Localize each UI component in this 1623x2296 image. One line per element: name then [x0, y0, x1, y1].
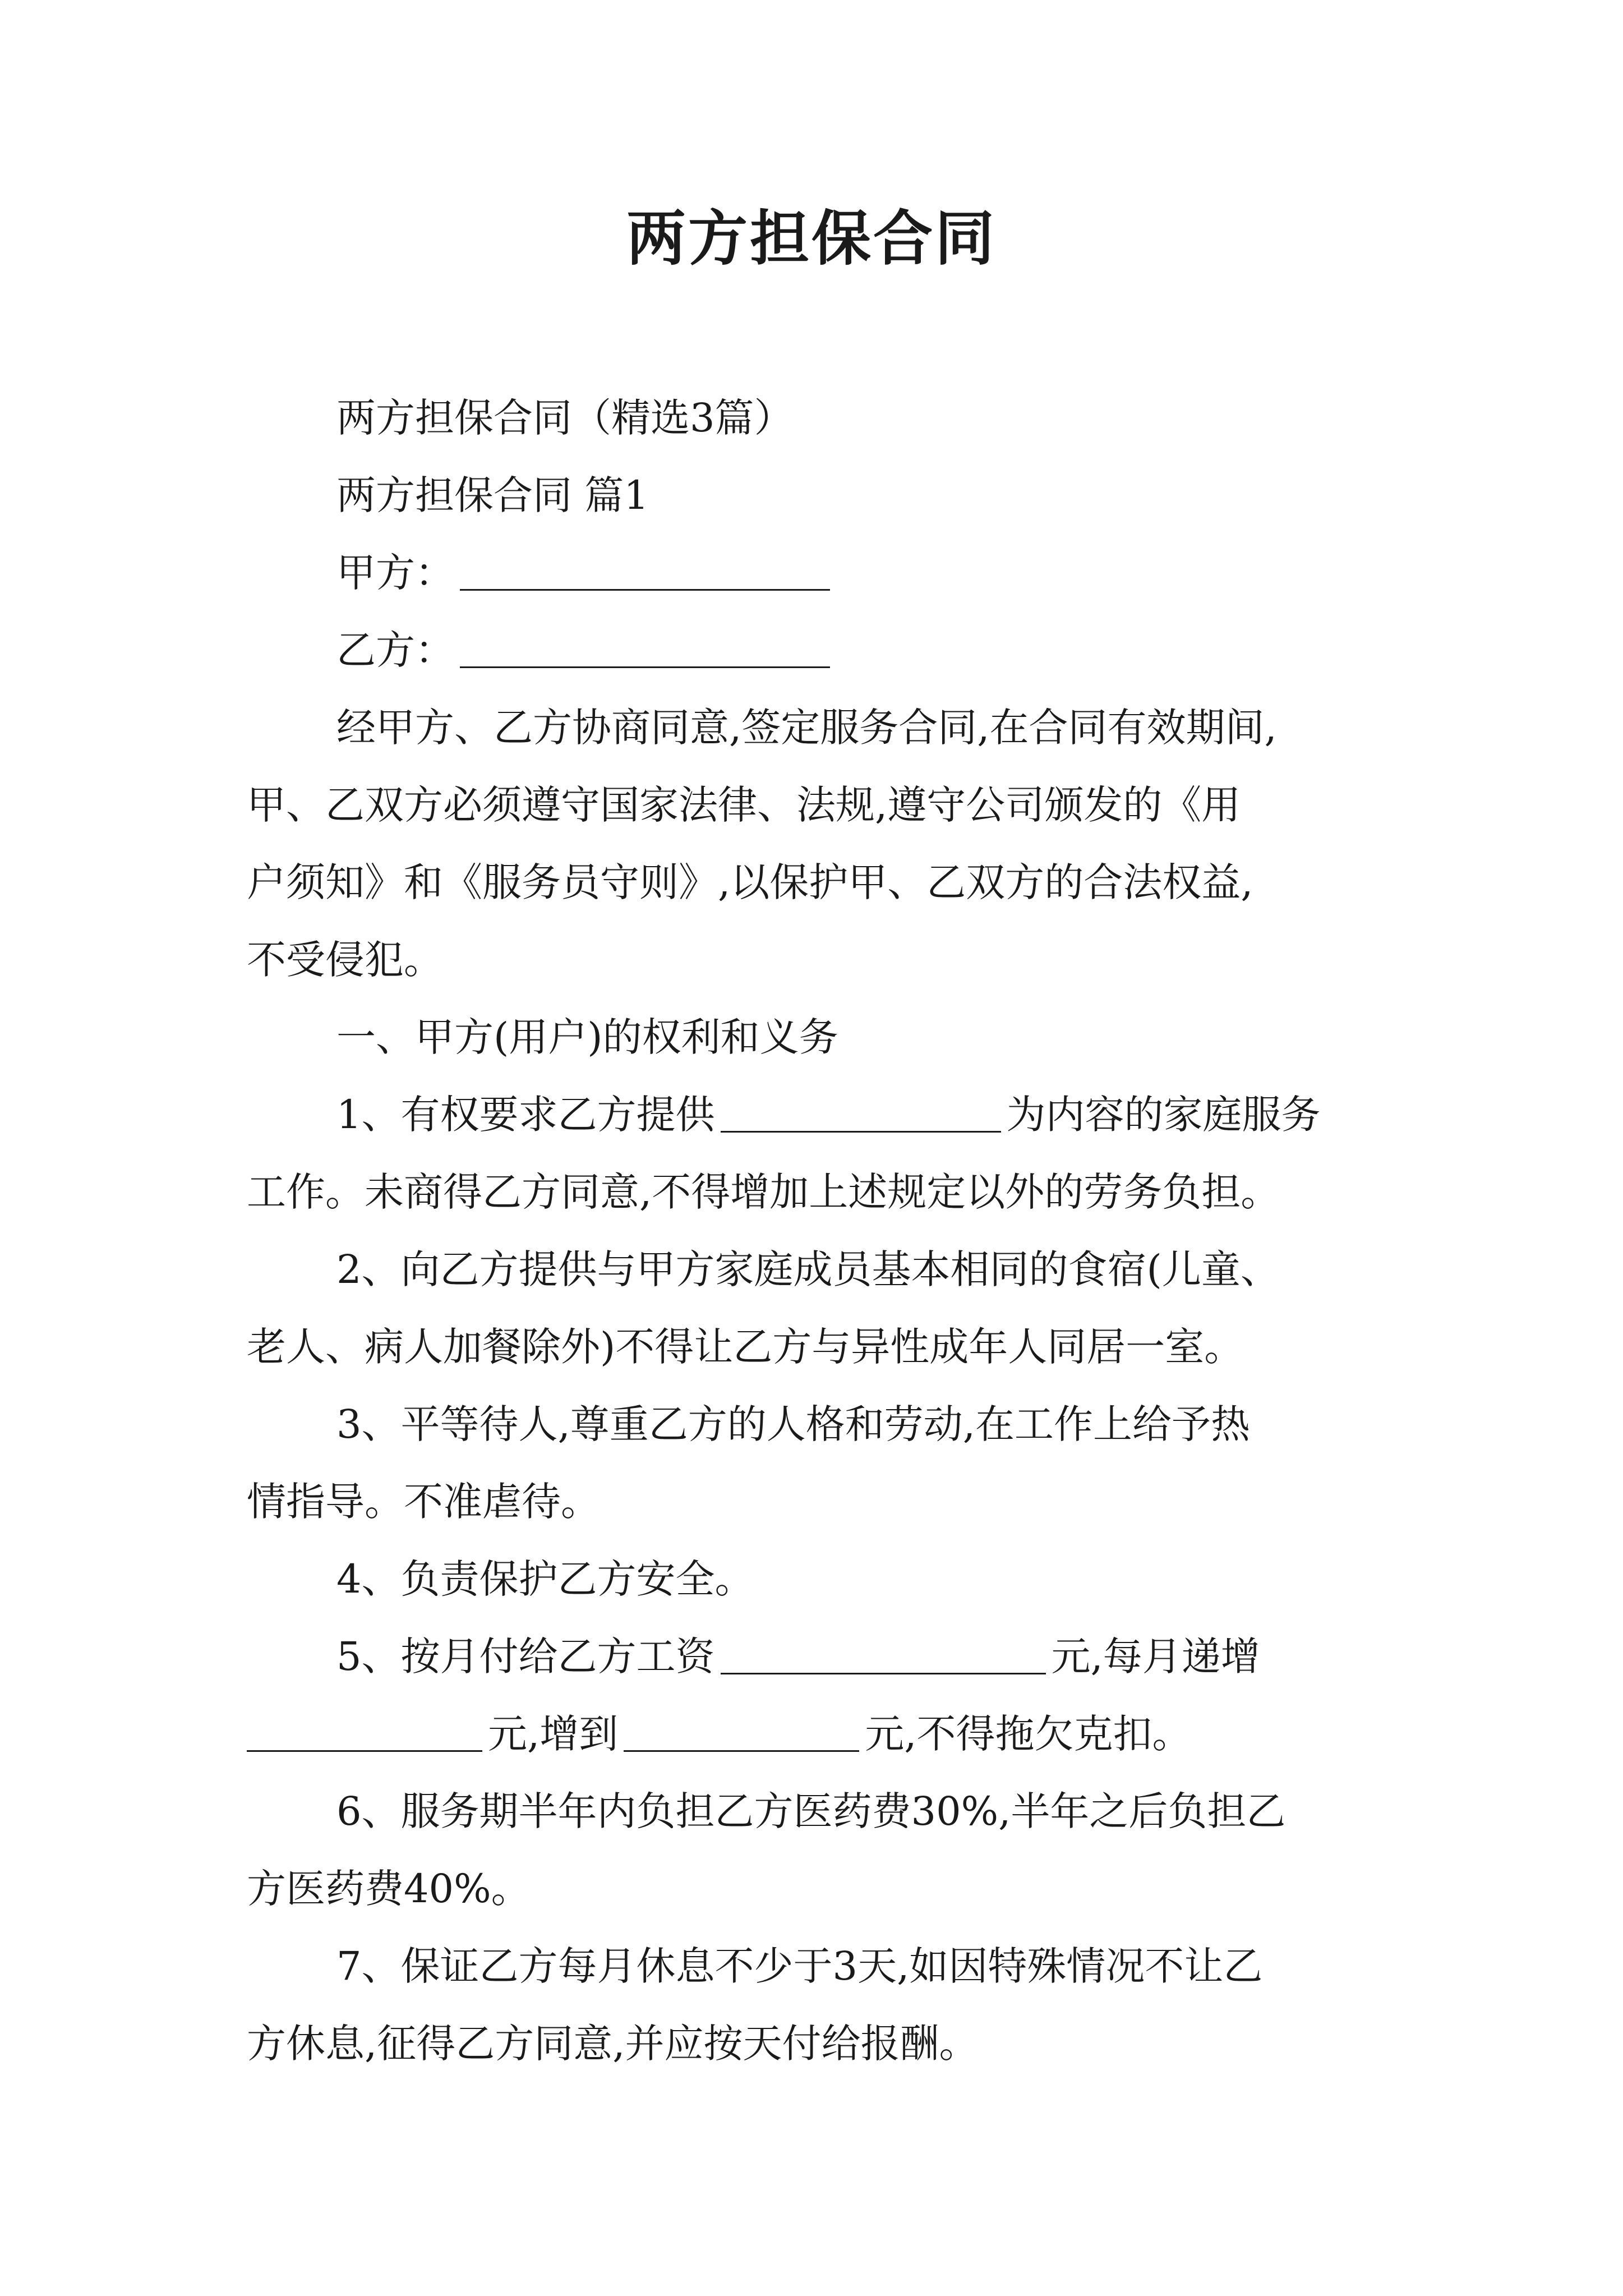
intro-line-3: 户须知》和《服务员守则》,以保护甲、乙双方的合法权益,: [247, 859, 1253, 905]
section-title: 两方担保合同 篇1: [336, 472, 649, 518]
item-7-line-2: 方休息,征得乙方同意,并应按天付给报酬。: [247, 2021, 979, 2067]
item-4: 4、负责保护乙方安全。: [336, 1556, 754, 1602]
item-1-line-2: 工作。未商得乙方同意,不得增加上述规定以外的劳务负担。: [247, 1169, 1280, 1215]
intro-line-1: 经甲方、乙方协商同意,签定服务合同,在合同有效期间,: [336, 705, 1277, 751]
item-1-line-1: [336, 1084, 1321, 1145]
max-salary-blank: [624, 1717, 859, 1752]
party-a-label: 甲方：: [336, 550, 454, 596]
item-6-line-1: 6、服务期半年内负担乙方医药费30%,半年之后负担乙: [336, 1788, 1286, 1834]
item-3-line-1: 3、平等待人,尊重乙方的人格和劳动,在工作上给予热: [336, 1401, 1251, 1447]
item-5-text-after: 元,每月递增: [1051, 1634, 1260, 1680]
party-b-label: 乙方：: [336, 627, 454, 673]
item-3-line-2: 情指导。不准虐待。: [247, 1479, 600, 1525]
service-content-blank: [721, 1097, 1001, 1133]
intro-line-2: 甲、乙双方必须遵守国家法律、法规,遵守公司颁发的《用: [247, 782, 1241, 828]
item-2-line-2: 老人、病人加餐除外)不得让乙方与异性成年人同居一室。: [247, 1324, 1244, 1370]
subtitle: 两方担保合同（精选3篇）: [336, 395, 794, 441]
party-a-line: [336, 542, 836, 604]
heading-1: 一、甲方(用户)的权利和义务: [336, 1014, 838, 1060]
intro-line-4: 不受侵犯。: [247, 937, 443, 983]
item-5-text-before: 5、按月付给乙方工资: [336, 1634, 715, 1680]
party-a-blank: [460, 555, 830, 591]
item-5-text-end: 元,不得拖欠克扣。: [865, 1711, 1192, 1757]
item-6-line-2: 方医药费40%。: [247, 1866, 531, 1912]
item-5-line-1: [336, 1626, 1260, 1687]
party-b-blank: [460, 633, 830, 668]
increment-blank: [247, 1717, 482, 1752]
item-1-text-before: 1、有权要求乙方提供: [336, 1092, 715, 1138]
item-7-line-1: 7、保证乙方每月休息不少于3天,如因特殊情况不让乙: [336, 1943, 1263, 1989]
item-1-text-after: 为内容的家庭服务: [1006, 1092, 1321, 1138]
item-5-text-mid: 元,增到: [488, 1711, 619, 1757]
item-5-line-2: [247, 1703, 1192, 1765]
document-title: 两方担保合同: [626, 203, 997, 273]
salary-blank: [721, 1639, 1046, 1674]
item-2-line-1: 2、向乙方提供与甲方家庭成员基本相同的食宿(儿童、: [336, 1246, 1280, 1292]
party-b-line: [336, 619, 836, 681]
